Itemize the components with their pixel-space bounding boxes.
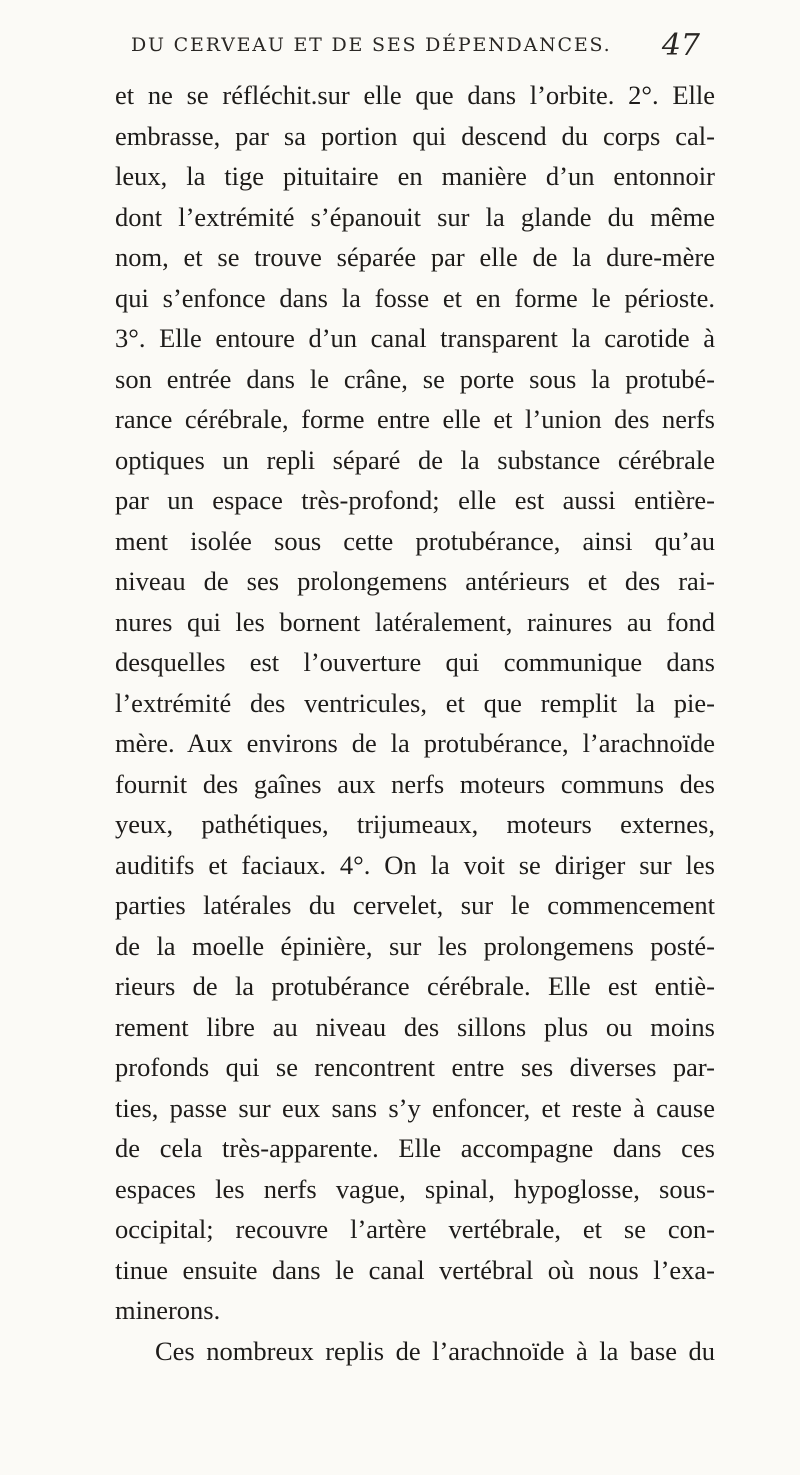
text-line: optiques un repli séparé de la substance cérébrale — [115, 444, 715, 475]
text-line: niveau de ses prolongemens antérieurs et des rai- — [115, 566, 715, 596]
text-line: embrasse, par sa portion qui descend du corps cal- — [115, 120, 715, 151]
text-line: yeux, pathétiques, trijumeaux, moteurs externes, — [115, 809, 715, 839]
running-head — [115, 28, 700, 68]
text-line: espaces les nerfs vague, spinal, hypoglosse, sous- — [115, 1173, 715, 1204]
text-line: occipital; recouvre l’artère vertébrale, et se con- — [115, 1214, 715, 1244]
text-line: minerons. — [115, 1295, 221, 1325]
text-line: profonds qui se rencontrent entre ses diverses par- — [115, 1052, 715, 1082]
text-line: par un espace très-profond; elle est aussi entière- — [115, 485, 715, 515]
text-line: 3°. Elle entoure d’un canal transparent la carotide à — [115, 323, 715, 353]
text-line: dont l’extrémité s’épanouit sur la glande du même — [115, 201, 715, 232]
text-line: son entrée dans le crâne, se porte sous la protubé- — [115, 363, 715, 394]
text-line: rance cérébrale, forme entre elle et l’union des nerfs — [115, 404, 715, 434]
text-line: ment isolée sous cette protubérance, ainsi qu’au — [115, 525, 715, 556]
text-line: rement libre au niveau des sillons plus ou moins — [115, 1011, 715, 1042]
text-line: mère. Aux environs de la protubérance, l’arachnoïde — [115, 728, 715, 758]
running-title: DU CERVEAU ET DE SES DÉPENDANCES. — [131, 34, 612, 56]
text-line: desquelles est l’ouverture qui communique dans — [115, 647, 715, 677]
text-line: parties latérales du cervelet, sur le commencement — [115, 890, 715, 920]
text-line: fournit des gaînes aux nerfs moteurs communs des — [115, 768, 715, 799]
text-line: nures qui les bornent latéralement, rainures au fond — [115, 606, 715, 637]
text-line: leux, la tige pituitaire en manière d’un entonnoir — [115, 161, 715, 191]
text-line: qui s’enfonce dans la fosse et en forme le périoste. — [115, 282, 715, 313]
text-line: ties, passe sur eux sans s’y enfoncer, et reste à cause — [115, 1092, 715, 1123]
text-line: nom, et se trouve séparée par elle de la dure-mère — [115, 242, 715, 272]
body-text — [115, 75, 715, 1371]
text-line: de la moelle épinière, sur les prolongemens posté- — [115, 930, 715, 961]
text-line: de cela très-apparente. Elle accompagne dans ces — [115, 1133, 715, 1163]
text-line: Ces nombreux replis de l’arachnoïde à la base du — [155, 1335, 715, 1366]
text-line: l’extrémité des ventricules, et que remplit la pie- — [115, 687, 715, 718]
text-line: auditifs et faciaux. 4°. On la voit se diriger sur les — [115, 849, 715, 880]
text-line: tinue ensuite dans le canal vertébral où nous l’exa- — [115, 1254, 715, 1285]
text-line: rieurs de la protubérance cérébrale. Elle est entiè- — [115, 971, 715, 1001]
page-number: 47 — [661, 28, 700, 63]
text-line: et ne se réfléchit.sur elle que dans l’orbite. 2°. Elle — [115, 80, 715, 110]
